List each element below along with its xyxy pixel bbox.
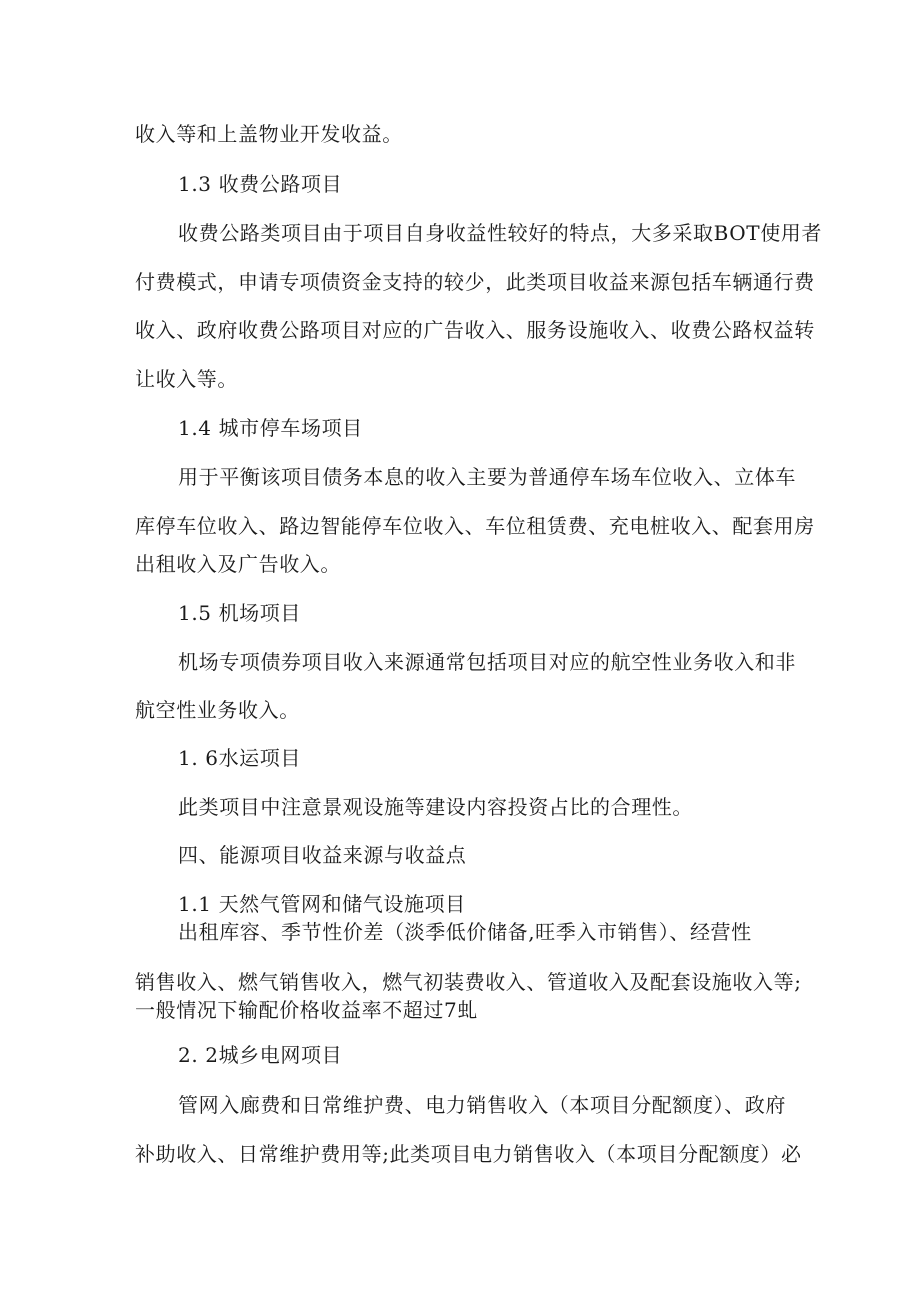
paragraph-line: 付费模式，申请专项债资金支持的较少，此类项目收益来源包括车辆通行费 xyxy=(135,270,815,294)
paragraph-line: 出租收入及广告收入。 xyxy=(135,552,341,576)
paragraph-line: 机场专项债券项目收入来源通常包括项目对应的航空性业务收入和非 xyxy=(178,650,796,674)
paragraph-line: 管网入廊费和日常维护费、电力销售收入（本项目分配额度）、政府 xyxy=(178,1093,786,1117)
paragraph-line: 出租库容、季节性价差（淡季低价储备,旺季入市销售）、经营性 xyxy=(178,920,752,944)
section-heading: 1.3 收费公路项目 xyxy=(178,172,343,196)
paragraph-line: 此类项目中注意景观设施等建设内容投资占比的合理性。 xyxy=(178,795,693,819)
section-heading: 1. 6水运项目 xyxy=(178,746,301,770)
paragraph-line: 库停车位收入、路边智能停车位收入、车位租赁费、充电桩收入、配套用房 xyxy=(135,514,815,538)
section-heading: 2. 2城乡电网项目 xyxy=(178,1043,343,1067)
paragraph-line: 补助收入、日常维护费用等;此类项目电力销售收入（本项目分配额度）必 xyxy=(135,1142,802,1166)
section-heading: 1.5 机场项目 xyxy=(178,601,301,625)
paragraph-line: 用于平衡该项目债务本息的收入主要为普通停车场车位收入、立体车 xyxy=(178,465,796,489)
paragraph-line: 收费公路类项目由于项目自身收益性较好的特点，大多采取BOT使用者 xyxy=(178,221,823,245)
paragraph-line: 收入、政府收费公路项目对应的广告收入、服务设施收入、收费公路权益转 xyxy=(135,318,815,342)
paragraph-line: 收入等和上盖物业开发收益。 xyxy=(135,122,403,146)
paragraph-line: 让收入等。 xyxy=(135,367,238,391)
section-heading: 1.1 天然气管网和储气设施项目 xyxy=(178,892,466,916)
paragraph-line: 一般情况下输配价格收益率不超过7虬 xyxy=(135,998,478,1022)
paragraph-line: 销售收入、燃气销售收入，燃气初装费收入、管道收入及配套设施收入等; xyxy=(135,970,802,994)
section-heading: 1.4 城市停车场项目 xyxy=(178,416,363,440)
chapter-heading: 四、能源项目收益来源与收益点 xyxy=(178,843,467,867)
paragraph-line: 航空性业务收入。 xyxy=(135,698,300,722)
